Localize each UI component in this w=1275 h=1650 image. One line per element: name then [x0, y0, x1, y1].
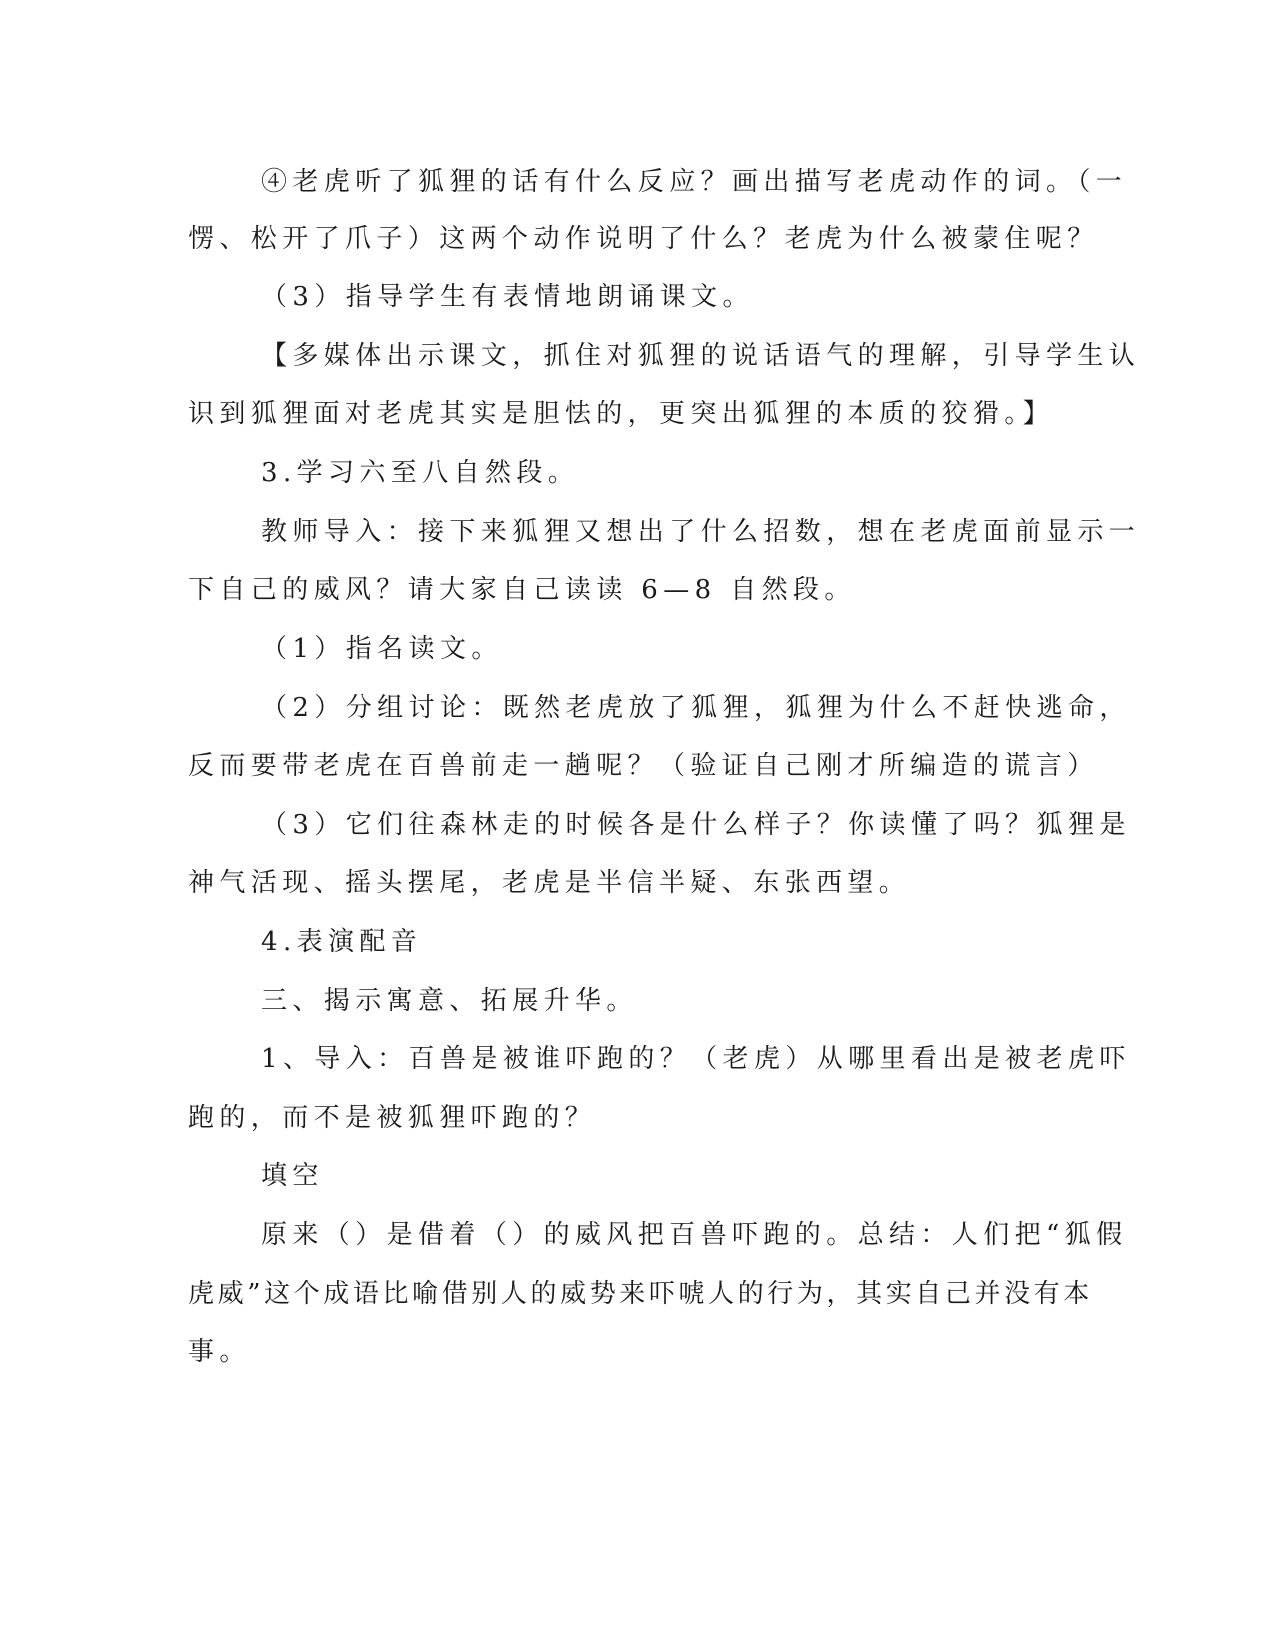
- text-line: 1、导入：百兽是被谁吓跑的？（老虎）从哪里看出是被老虎吓: [261, 1044, 1131, 1074]
- text-line: 事。: [188, 1337, 251, 1367]
- text-line: 跑的，而不是被狐狸吓跑的？: [188, 1103, 597, 1133]
- text-line: （2）分组讨论：既然老虎放了狐狸，狐狸为什么不赶快逃命，: [261, 693, 1131, 723]
- text-line: 神气活现、摇头摆尾，老虎是半信半疑、东张西望。: [188, 868, 911, 898]
- text-line: ④老虎听了狐狸的话有什么反应？画出描写老虎动作的词。（一: [261, 167, 1128, 197]
- text-line: 4.表演配音: [261, 927, 423, 957]
- text-line: 下自己的威风？请大家自己读读 6—8 自然段。: [188, 575, 856, 605]
- text-line: （3）它们往森林走的时候各是什么样子？你读懂了吗？狐狸是: [261, 810, 1131, 840]
- text-line: 原来（）是借着（）的威风把百兽吓跑的。总结：人们把“狐假: [261, 1220, 1128, 1250]
- text-line: 反而要带老虎在百兽前走一趟呢？（验证自己刚才所编造的谎言）: [188, 751, 1099, 781]
- text-line: 填空: [261, 1161, 324, 1191]
- text-line: 虎威”这个成语比喻借别人的威势来吓唬人的行为，其实自己并没有本: [188, 1279, 1093, 1309]
- text-line: （3）指导学生有表情地朗诵课文。: [261, 282, 754, 312]
- text-line: 教师导入：接下来狐狸又想出了什么招数，想在老虎面前显示一: [261, 517, 1141, 547]
- text-line: （1）指名读文。: [261, 634, 503, 664]
- text-line: 【多媒体出示课文，抓住对狐狸的说话语气的理解，引导学生认: [261, 341, 1141, 371]
- text-line: 识到狐狸面对老虎其实是胆怯的，更突出狐狸的本质的狡猾。】: [188, 399, 1055, 429]
- text-line: 3.学习六至八自然段。: [261, 458, 580, 488]
- text-line: 三、揭示寓意、拓展升华。: [261, 986, 638, 1016]
- text-line: 愣、松开了爪子）这两个动作说明了什么？老虎为什么被蒙住呢？: [188, 224, 1099, 254]
